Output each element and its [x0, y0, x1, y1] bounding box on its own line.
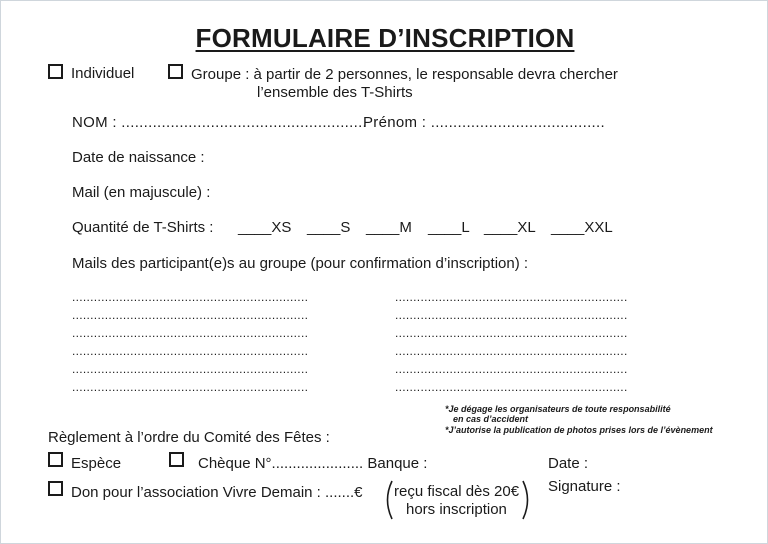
note-responsabilite: *Je dégage les organisateurs de toute responsabilité [445, 404, 671, 414]
date-field[interactable]: Date : [548, 455, 589, 472]
individuel-checkbox[interactable] [48, 64, 63, 79]
mail-line-left[interactable]: ................................................................. [72, 290, 309, 304]
size-xxl-field[interactable]: ____XXL [551, 219, 613, 236]
don-field[interactable]: Don pour l’association Vivre Demain : .......€ [71, 484, 363, 501]
signature-field[interactable]: Signature : [548, 478, 621, 495]
size-m-field[interactable]: ____M [366, 219, 412, 236]
size-s-field[interactable]: ____S [307, 219, 351, 236]
mail-line-right[interactable]: ................................................................ [395, 290, 628, 304]
mail-line-right[interactable]: ................................................................ [395, 380, 628, 394]
mail-line-right[interactable]: ................................................................ [395, 308, 628, 322]
mail-line-left[interactable]: ................................................................. [72, 380, 309, 394]
mail-line-left[interactable]: ................................................................. [72, 326, 309, 340]
espece-label: Espèce [71, 455, 122, 472]
form-title: FORMULAIRE D’INSCRIPTION [195, 23, 575, 53]
recu-fiscal-line1: reçu fiscal dès 20€ [394, 483, 520, 500]
cheque-checkbox[interactable] [169, 452, 184, 467]
groupe-label-line2: l’ensemble des T-Shirts [257, 84, 413, 101]
right-parenthesis-icon [521, 479, 533, 521]
don-checkbox[interactable] [48, 481, 63, 496]
groupe-label-line1: Groupe : à partir de 2 personnes, le responsable devra chercher [191, 66, 618, 83]
size-xs-field[interactable]: ____XS [238, 219, 292, 236]
left-parenthesis-icon [382, 479, 394, 521]
nom-field[interactable]: NOM : ....................................................... [72, 114, 368, 131]
mail-line-left[interactable]: ................................................................. [72, 362, 309, 376]
mail-line-left[interactable]: ................................................................. [72, 344, 309, 358]
mail-line-right[interactable]: ................................................................ [395, 362, 628, 376]
size-l-field[interactable]: ____L [428, 219, 470, 236]
mail-line-left[interactable]: ................................................................. [72, 308, 309, 322]
note-photos: *J’autorise la publication de photos prises lors de l’évènement [445, 425, 713, 435]
date-naissance-field[interactable]: Date de naissance : [72, 149, 205, 166]
individuel-label: Individuel [71, 65, 135, 82]
size-xl-field[interactable]: ____XL [484, 219, 536, 236]
prenom-field[interactable]: Prénom : ....................................... [363, 114, 605, 131]
groupe-checkbox[interactable] [168, 64, 183, 79]
reglement-label: Règlement à l’ordre du Comité des Fêtes : [48, 429, 330, 446]
cheque-field[interactable]: Chèque N°...................... Banque : [198, 455, 428, 472]
mail-line-right[interactable]: ................................................................ [395, 326, 628, 340]
espece-checkbox[interactable] [48, 452, 63, 467]
note-accident: en cas d’accident [453, 414, 529, 424]
quantite-tshirts-label: Quantité de T-Shirts : [72, 219, 214, 236]
recu-fiscal-line2: hors inscription [406, 501, 507, 518]
mail-field[interactable]: Mail (en majuscule) : [72, 184, 211, 201]
mails-groupe-label: Mails des participant(e)s au groupe (pour confirmation d’inscription) : [72, 255, 529, 272]
mail-line-right[interactable]: ................................................................ [395, 344, 628, 358]
